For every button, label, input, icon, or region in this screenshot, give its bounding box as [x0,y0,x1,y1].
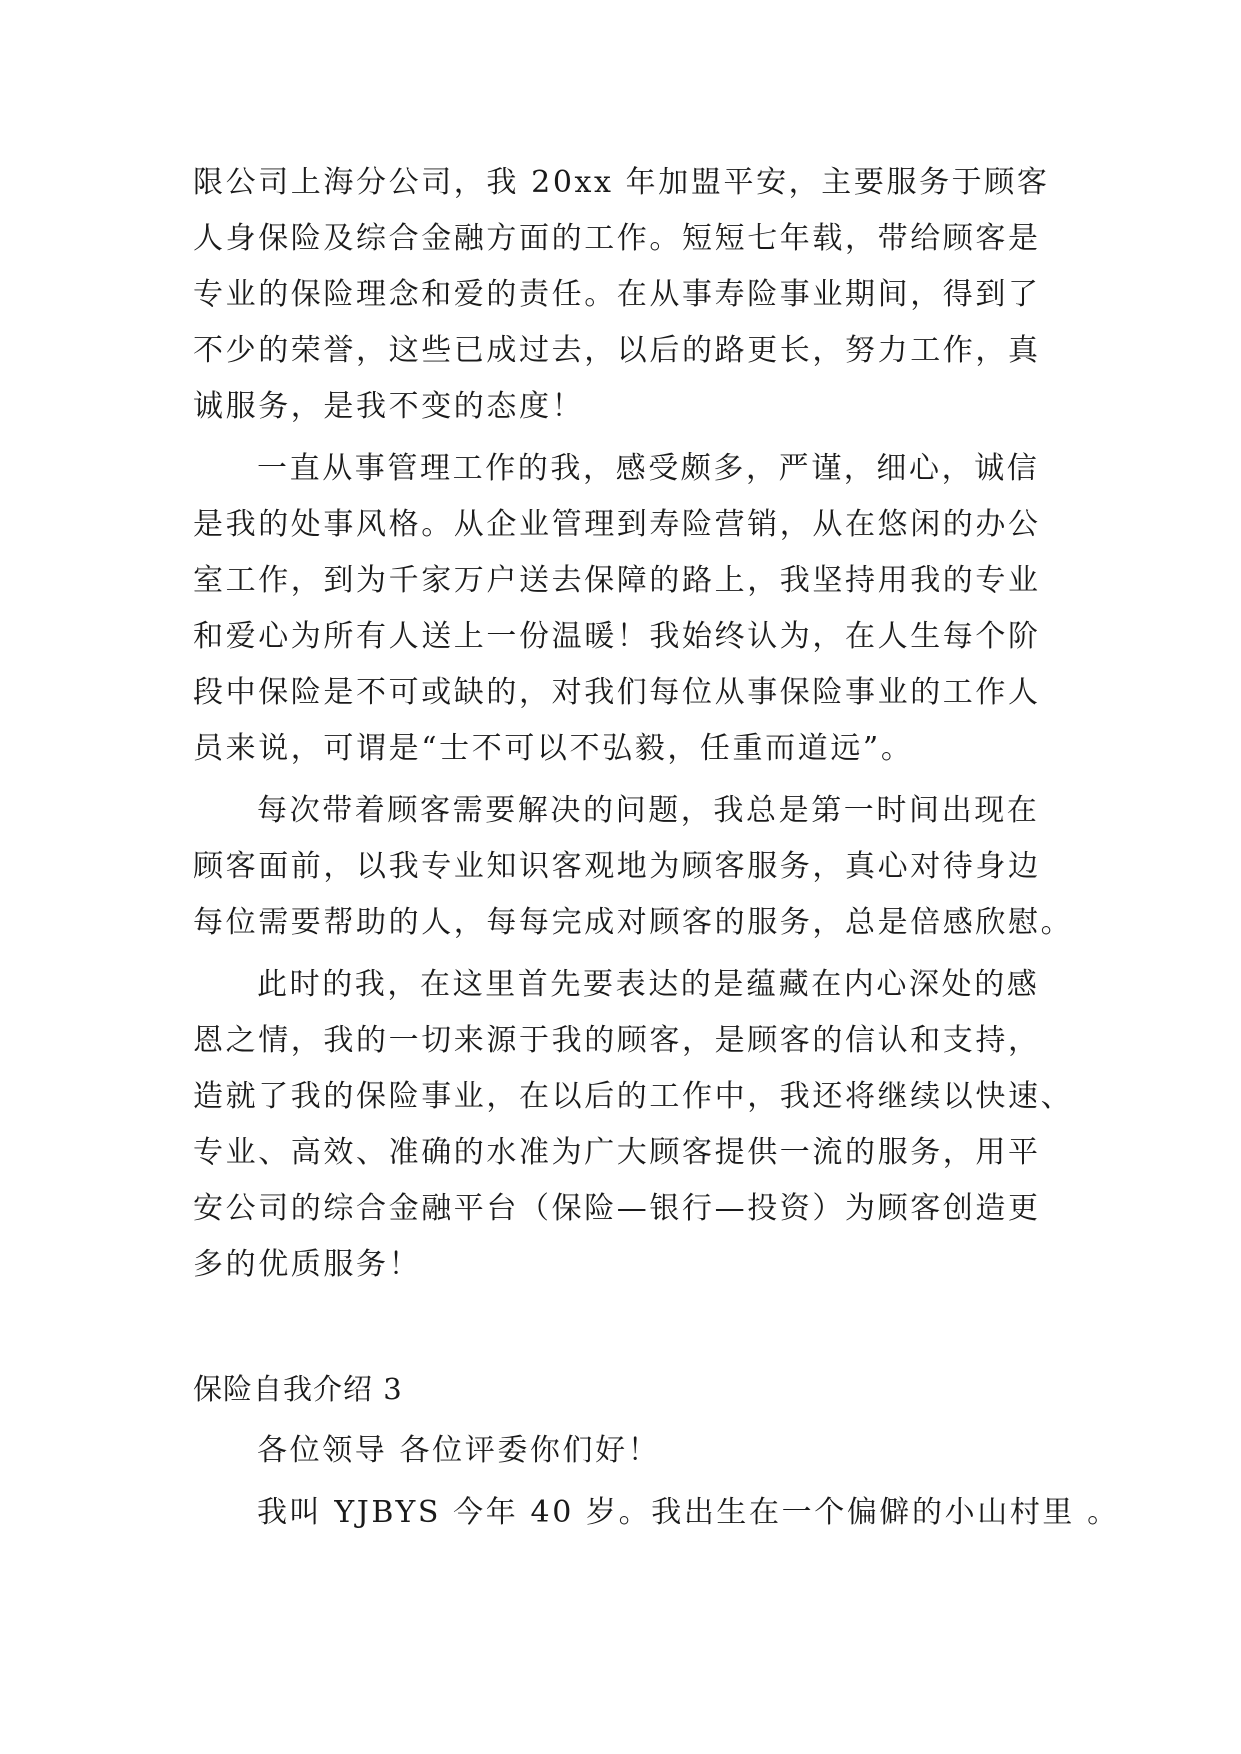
paragraph-line: 专业的保险理念和爱的责任。在从事寿险事业期间，得到了 [193,277,1041,312]
paragraph-line: 造就了我的保险事业，在以后的工作中，我还将继续以快速、 [193,1079,1074,1114]
paragraph-line: 安公司的综合金融平台（保险—银行—投资）为顾客创造更 [193,1191,1041,1226]
paragraph-line: 诚服务，是我不变的态度！ [193,389,585,424]
paragraph-line: 顾客面前，以我专业知识客观地为顾客服务，真心对待身边 [193,849,1041,884]
paragraph-line: 员来说，可谓是“士不可以不弘毅，任重而道远”。 [193,731,914,766]
paragraph-line: 段中保险是不可或缺的，对我们每位从事保险事业的工作人 [193,675,1041,710]
paragraph-line: 限公司上海分公司，我 20xx 年加盟平安，主要服务于顾客 [193,165,1050,200]
paragraph-line: 此时的我，在这里首先要表达的是蕴藏在内心深处的感 [257,967,1040,1002]
section-heading: 保险自我介绍 3 [193,1372,403,1406]
intro-line: 我叫 YJBYS 今年 40 岁。我出生在一个偏僻的小山村里 。 [257,1495,1120,1530]
paragraph-line: 和爱心为所有人送上一份温暖！我始终认为，在人生每个阶 [193,619,1041,654]
greeting-line: 各位领导 各位评委你们好！ [257,1433,661,1468]
paragraph-line: 每位需要帮助的人，每每完成对顾客的服务，总是倍感欣慰。 [193,905,1074,940]
paragraph-line: 每次带着顾客需要解决的问题，我总是第一时间出现在 [257,793,1040,828]
paragraph-line: 是我的处事风格。从企业管理到寿险营销，从在悠闲的办公 [193,507,1041,542]
paragraph-line: 不少的荣誉，这些已成过去，以后的路更长，努力工作，真 [193,333,1041,368]
paragraph-line: 室工作，到为千家万户送去保障的路上，我坚持用我的专业 [193,563,1041,598]
paragraph-line: 多的优质服务！ [193,1247,422,1282]
paragraph-line: 人身保险及综合金融方面的工作。短短七年载，带给顾客是 [193,221,1041,256]
paragraph-line: 恩之情，我的一切来源于我的顾客，是顾客的信认和支持， [193,1023,1041,1058]
paragraph-line: 一直从事管理工作的我，感受颇多，严谨，细心，诚信 [257,451,1040,486]
paragraph-line: 专业、高效、准确的水准为广大顾客提供一流的服务，用平 [193,1135,1041,1170]
